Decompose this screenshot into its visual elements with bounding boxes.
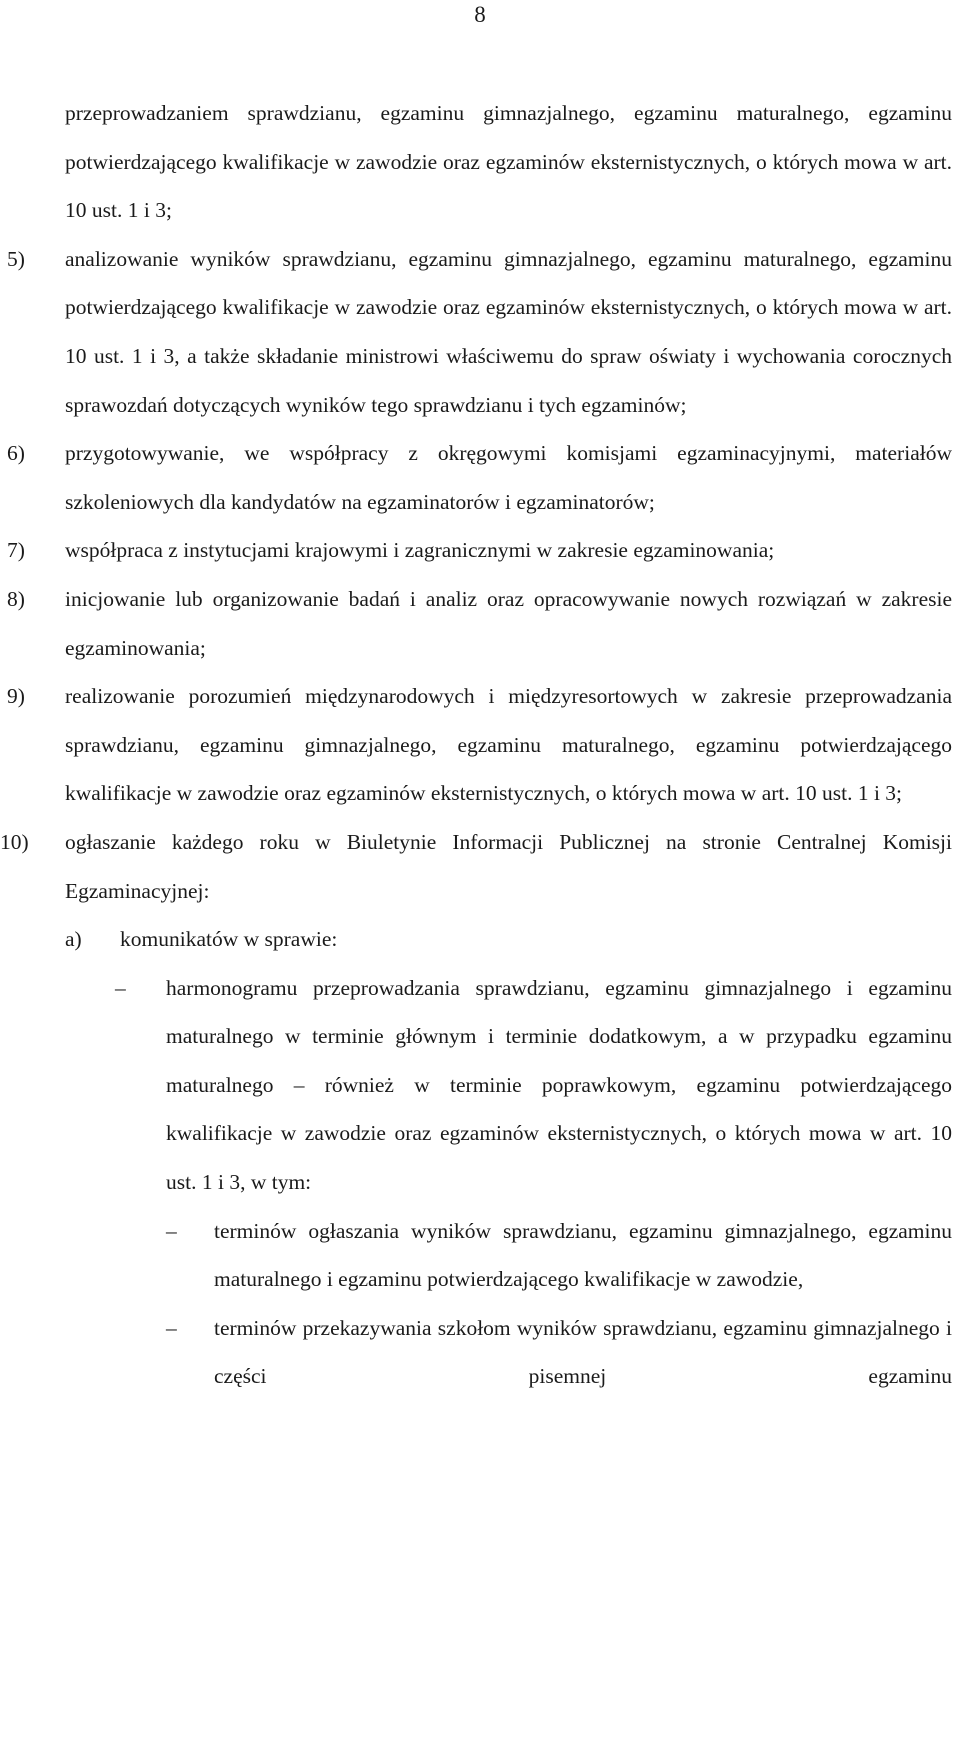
- dash-item: [0, 964, 960, 1207]
- list-item-text: analizowanie wyników sprawdzianu, egzaminu gimnazjalnego, egzaminu maturalnego, egzaminu potwierdzającego kwalifikacje w zawodzie oraz egzaminów eksternistycznych, o których mowa w art. 10 ust. 1 i 3, a także składanie ministrowi właściwemu do spraw oświaty i wychowania corocznych sprawozdań dotyczących wyników tego sprawdzianu i tych egzaminów;: [65, 246, 952, 417]
- nested-dash-item: [0, 1207, 960, 1304]
- list-item-label: 9): [7, 684, 25, 709]
- nested-dash-item-text: terminów ogłaszania wyników sprawdzianu, egzaminu gimnazjalnego, egzaminu maturalnego i egzaminu potwierdzającego kwalifikacje w zawodzie,: [214, 1218, 952, 1292]
- dash-bullet: –: [166, 1218, 177, 1243]
- sub-item-label: a): [65, 927, 82, 952]
- list-item-8: [0, 575, 960, 672]
- list-item-label: 6): [7, 441, 25, 466]
- list-item-label: 10): [0, 829, 29, 854]
- nested-dash-item: [0, 1304, 960, 1401]
- list-item-5: [0, 235, 960, 429]
- list-item-text: ogłaszanie każdego roku w Biuletynie Informacji Publicznej na stronie Centralnej Komisji Egzaminacyjnej:: [65, 829, 952, 903]
- list-item-9: [0, 672, 960, 818]
- list-item-6: [0, 429, 960, 526]
- list-item-label: 5): [7, 246, 25, 271]
- list-item-text: realizowanie porozumień międzynarodowych i międzyresortowych w zakresie przeprowadzania sprawdzianu, egzaminu gimnazjalnego, egzaminu maturalnego, egzaminu potwierdzającego kwalifikacje w zawodzie oraz egzaminów eksternistycznych, o których mowa w art. 10 ust. 1 i 3;: [65, 684, 952, 806]
- list-item-text: przygotowywanie, we współpracy z okręgowymi komisjami egzaminacyjnymi, materiałów szkoleniowych dla kandydatów na egzaminatorów i egzaminatorów;: [65, 441, 952, 514]
- document-body: [0, 89, 960, 1401]
- list-item-label: 8): [7, 586, 25, 611]
- sub-item-text: komunikatów w sprawie:: [120, 927, 338, 952]
- list-item-7: [0, 526, 960, 575]
- intro-continuation: [0, 89, 960, 235]
- nested-dash-item-text: terminów przekazywania szkołom wyników sprawdzianu, egzaminu gimnazjalnego i części pisemnej egzaminu: [214, 1315, 952, 1389]
- intro-text: przeprowadzaniem sprawdzianu, egzaminu gimnazjalnego, egzaminu maturalnego, egzaminu potwierdzającego kwalifikacje w zawodzie oraz egzaminów eksternistycznych, o których mowa w art. 10 ust. 1 i 3;: [65, 101, 952, 223]
- list-item-10: [0, 818, 960, 915]
- dash-bullet: –: [166, 1315, 177, 1340]
- list-item-text: współpraca z instytucjami krajowymi i zagranicznymi w zakresie egzaminowania;: [65, 538, 775, 563]
- list-item-text: inicjowanie lub organizowanie badań i analiz oraz opracowywanie nowych rozwiązań w zakresie egzaminowania;: [65, 586, 952, 660]
- dash-item-text: harmonogramu przeprowadzania sprawdzianu, egzaminu gimnazjalnego i egzaminu maturalnego w terminie głównym i terminie dodatkowym, a w przypadku egzaminu maturalnego – również w terminie poprawkowym, egzaminu potwierdzającego kwalifikacje w zawodzie oraz egzaminów eksternistycznych, o których mowa w art. 10 ust. 1 i 3, w tym:: [166, 975, 952, 1195]
- sub-item-a: [0, 915, 960, 964]
- list-item-label: 7): [7, 538, 25, 563]
- dash-bullet: –: [115, 975, 126, 1000]
- page-number: 8: [474, 2, 486, 27]
